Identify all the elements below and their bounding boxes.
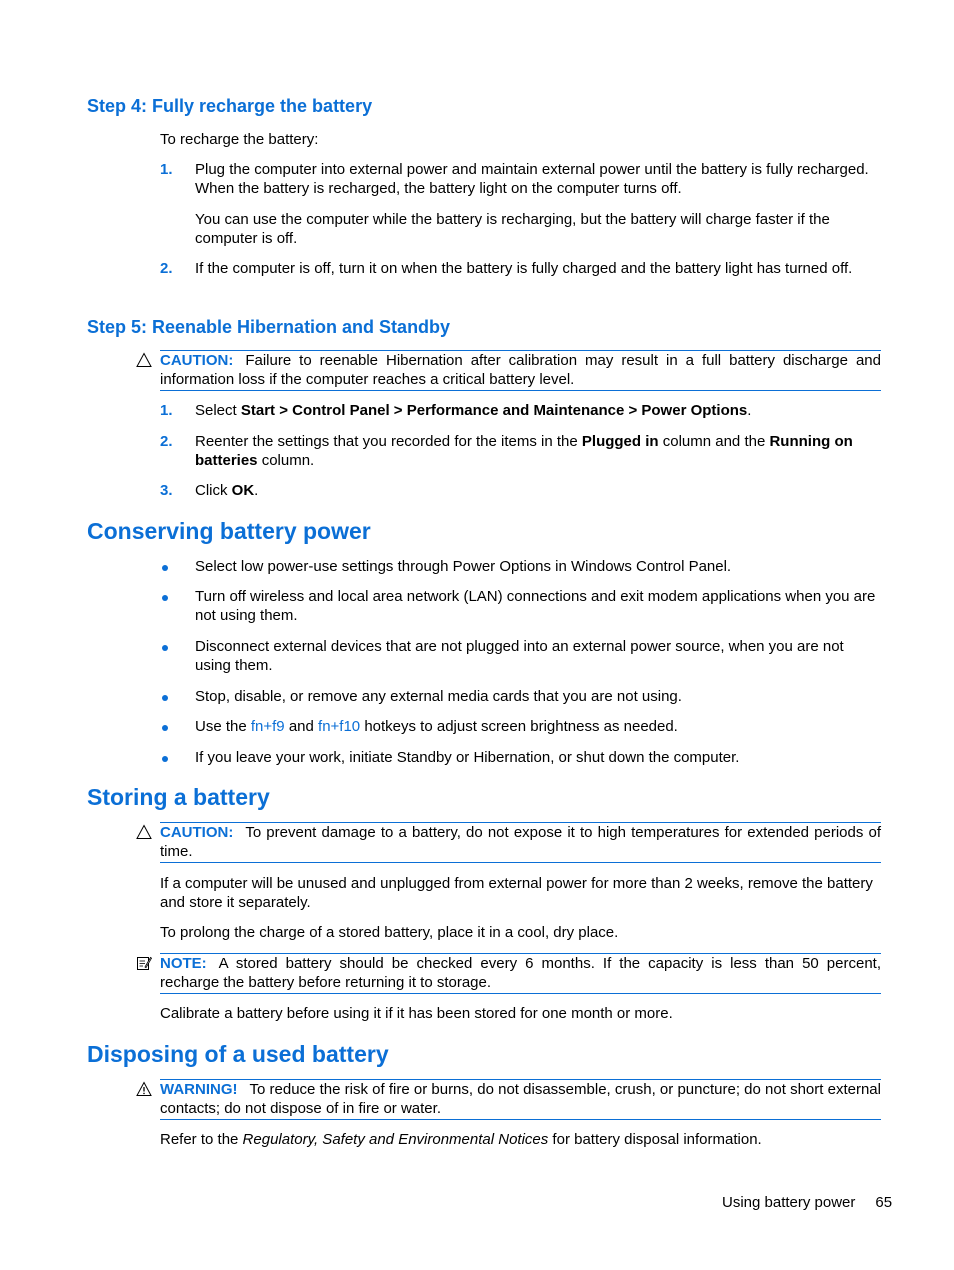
step5-heading: Step 5: Reenable Hibernation and Standby [87,317,451,337]
storing-para-2: To prolong the charge of a stored battery, place it in a cool, dry place. [160,924,619,941]
bullet-icon [162,565,168,571]
step5-item-2 [160,432,882,470]
caution-label: CAUTION: [160,352,234,369]
step5-item-1-pre: Select [195,402,241,419]
conserving-bullet-6 [160,748,882,767]
conserving-heading: Conserving battery power [87,518,371,544]
warning-label: WARNING! [160,1081,238,1098]
step5-item-2-pre: Reenter the settings that you recorded for the items in the [195,433,582,450]
caution-text: Failure to reenable Hibernation after calibration may result in a full battery discharge and information loss if the computer reaches a critical battery level. [160,352,881,388]
step4-intro: To recharge the battery: [160,131,319,148]
caution-icon [136,824,152,840]
step5-item-2-number: 2. [160,433,173,450]
conserving-bullet-2-text: Turn off wireless and local area network (LAN) connections and exit modem applications when you are not using them. [195,588,876,624]
reference-post: for battery disposal information. [548,1131,762,1148]
step5-item-2-post: column. [257,452,315,469]
step5-item-2-mid: column and the [658,433,770,450]
conserving-bullet-4-text: Stop, disable, or remove any external media cards that you are not using. [195,688,682,705]
conserving-bullet-1 [160,557,882,576]
conserving-bullet-3-text: Disconnect external devices that are not plugged into an external power source, when you are not using them. [195,638,844,674]
step4-heading: Step 4: Fully recharge the battery [87,96,373,116]
step5-item-3 [160,481,882,500]
step4-item-1 [160,160,882,198]
conserving-bullet-4 [160,687,882,706]
conserving-bullet-3 [160,637,882,675]
page-footer [722,1193,892,1212]
bullet-icon [162,595,168,601]
caution-text: To prevent damage to a battery, do not expose it to high temperatures for extended periods of time. [160,824,881,860]
bullet-icon [162,695,168,701]
note-label: NOTE: [160,955,207,972]
step5-item-3-ok: OK [231,482,255,499]
warning-icon [136,1081,152,1097]
conserving-bullet-5 [160,717,882,736]
step5-item-2-running-on-batteries: Running on batteries [195,433,853,469]
disposing-warning [160,1079,881,1120]
bullet-icon [162,725,168,731]
conserving-bullet-6-text: If you leave your work, initiate Standby or Hibernation, or shut down the computer. [195,749,740,766]
step5-item-1 [160,401,882,420]
step5-item-3-post: . [254,482,259,499]
fn-f10-link[interactable]: fn+f10 [318,718,361,735]
step5-item-3-number: 3. [160,482,173,499]
step5-item-3-pre: Click [195,482,232,499]
step5-item-1-number: 1. [160,402,173,419]
reference-title: Regulatory, Safety and Environmental Notices [242,1131,549,1148]
conserving-bullet-1-text: Select low power-use settings through Power Options in Windows Control Panel. [195,558,732,575]
storing-note [160,953,881,994]
conserving-bullet-5-post: hotkeys to adjust screen brightness as needed. [360,718,678,735]
step4-item-2 [160,259,882,278]
step4-item-1-number: 1. [160,161,173,178]
footer-section: Using battery power [722,1194,856,1211]
fn-f9-link[interactable]: fn+f9 [250,718,285,735]
storing-heading: Storing a battery [87,784,270,810]
storing-para-1: If a computer will be unused and unplugged from external power for more than 2 weeks, remove the battery and store it separately. [160,875,873,911]
conserving-bullet-5-pre: Use the [195,718,251,735]
reference-pre: Refer to the [160,1131,243,1148]
step4-item-1-text: Plug the computer into external power and maintain external power until the battery is fully recharged. When the battery is recharged, the battery light on the computer turns off. [195,161,869,197]
caution-label: CAUTION: [160,824,234,841]
note-icon [136,955,152,971]
note-text: A stored battery should be checked every 6 months. If the capacity is less than 50 percent, recharge the battery before returning it to storage. [160,955,881,991]
step4-item-2-text: If the computer is off, turn it on when the battery is fully charged and the battery light has turned off. [195,260,853,277]
conserving-bullet-5-mid: and [284,718,319,735]
caution-icon [136,352,152,368]
step5-item-1-post: . [747,402,752,419]
storing-para-3: Calibrate a battery before using it if it has been stored for one month or more. [160,1005,673,1022]
disposing-heading: Disposing of a used battery [87,1041,389,1067]
step4-item-1-subtext: You can use the computer while the battery is recharging, but the battery will charge faster if the computer is off. [195,211,830,247]
step4-item-1-sub [160,210,882,248]
disposing-reference [160,1130,882,1149]
bullet-icon [162,645,168,651]
bullet-icon [162,756,168,762]
step5-item-2-plugged-in: Plugged in [581,433,659,450]
step4-item-2-number: 2. [160,260,173,277]
step5-item-1-path: Start > Control Panel > Performance and Maintenance > Power Options [240,402,748,419]
warning-text: To reduce the risk of fire or burns, do not disassemble, crush, or puncture; do not short external contacts; do not dispose of in fire or water. [160,1081,881,1117]
storing-caution [160,822,881,863]
page-number: 65 [875,1194,893,1211]
conserving-bullet-2 [160,587,882,625]
step5-caution [160,350,881,391]
